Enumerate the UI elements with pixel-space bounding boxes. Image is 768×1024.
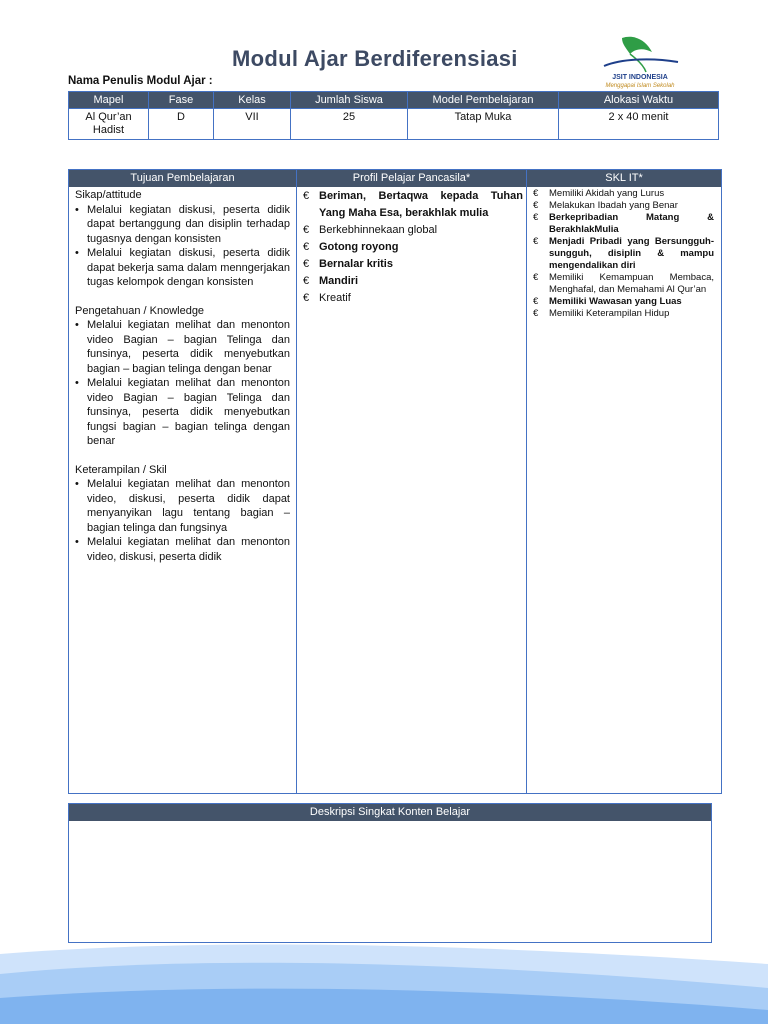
header-kelas: Kelas: [214, 92, 291, 109]
logo-tagline: Menggapai Islam Sekolah: [605, 83, 675, 89]
list-item: € Gotong royong: [303, 239, 523, 256]
list-item: € Beriman, Bertaqwa kepada Tuhan Yang Maha Esa, berakhlak mulia: [303, 188, 523, 222]
profil-column: [303, 188, 523, 793]
desc-header: Deskripsi Singkat Konten Belajar: [69, 804, 711, 821]
content-description-box: [68, 803, 712, 943]
sikap-list: [75, 203, 290, 290]
info-data-row: [69, 109, 719, 140]
list-item: € Berkepribadian Matang & BerakhlakMulia: [533, 212, 714, 236]
sikap-title: Sikap/attitude: [75, 189, 142, 201]
skl-column: [533, 188, 714, 793]
header-fase: Fase: [149, 92, 214, 109]
list-item: • Melalui kegiatan diskusi, peserta didik dapat bekerja sama dalam menngerjakan tugas kelompok dengan konsisten: [75, 246, 290, 290]
cell-jumlah-siswa: 25: [291, 109, 408, 140]
pengetahuan-title: Pengetahuan / Knowledge: [75, 304, 205, 317]
header-tujuan: Tujuan Pembelajaran: [69, 170, 296, 187]
keterampilan-list: [75, 477, 290, 564]
list-item: € Berkebhinnekaan global: [303, 222, 523, 239]
cell-mapel: Al Qur’an Hadist: [69, 109, 149, 140]
footer-wave-decoration: [0, 940, 768, 1024]
info-header-row: [69, 92, 719, 109]
header-profil: Profil Pelajar Pancasila*: [297, 170, 526, 187]
info-table: [68, 91, 719, 140]
cell-fase: D: [149, 109, 214, 140]
skl-list: [533, 188, 714, 320]
list-item: • Melalui kegiatan melihat dan menonton video Bagian – bagian Telinga dan funsinya, peserta didik menyebutkan bagian – bagian telinga dengan benar: [75, 318, 290, 376]
profil-list: [303, 188, 523, 307]
list-item: € Mandiri: [303, 273, 523, 290]
column-divider: [526, 170, 527, 793]
list-item: • Melalui kegiatan melihat dan menonton video Bagian – bagian Telinga dan funsinya, peserta didik menyebutkan fungsi bagian – bagian telinga dengan benar: [75, 376, 290, 449]
list-item: € Memiliki Wawasan yang Luas: [533, 296, 714, 308]
header-jumlah-siswa: Jumlah Siswa: [291, 92, 408, 109]
list-item: • Melalui kegiatan melihat dan menonton video, diskusi, peserta didik: [75, 535, 290, 564]
list-item: • Melalui kegiatan diskusi, peserta didik dapat bertanggung dan disiplin terhadap tugasnya dengan konsisten: [75, 203, 290, 247]
list-item: • Melalui kegiatan melihat dan menonton video, diskusi, peserta didik dapat menyanyikan lagu tentang bagian – bagian telinga dan fungsinya: [75, 477, 290, 535]
list-item: € Memiliki Akidah yang Lurus: [533, 188, 714, 200]
page-title: Modul Ajar Berdiferensiasi: [232, 46, 518, 71]
list-item: € Memiliki Kemampuan Membaca, Menghafal, dan Memahami Al Qur’an: [533, 272, 714, 296]
cell-model: Tatap Muka: [408, 109, 559, 140]
header-alokasi: Alokasi Waktu: [559, 92, 719, 109]
list-item: € Menjadi Pribadi yang Bersungguh-sungguh, disiplin & mampu mengendalikan diri: [533, 236, 714, 272]
header-mapel: Mapel: [69, 92, 149, 109]
header-model: Model Pembelajaran: [408, 92, 559, 109]
header-skl: SKL IT*: [527, 170, 721, 187]
school-logo: [594, 32, 686, 94]
list-item: € Memiliki Keterampilan Hidup: [533, 308, 714, 320]
list-item: € Melakukan Ibadah yang Benar: [533, 200, 714, 212]
feather-icon: [594, 32, 686, 76]
pengetahuan-list: [75, 318, 290, 449]
cell-kelas: VII: [214, 109, 291, 140]
tujuan-column: [75, 188, 290, 793]
keterampilan-title: Keterampilan / Skil: [75, 463, 167, 476]
list-item: € Bernalar kritis: [303, 256, 523, 273]
list-item: € Kreatif: [303, 290, 523, 307]
learning-objectives-table: [68, 169, 722, 794]
column-divider: [296, 170, 297, 793]
logo-name: JSIT INDONESIA: [612, 74, 668, 81]
cell-alokasi: 2 x 40 menit: [559, 109, 719, 140]
author-label: Nama Penulis Modul Ajar :: [68, 75, 213, 87]
